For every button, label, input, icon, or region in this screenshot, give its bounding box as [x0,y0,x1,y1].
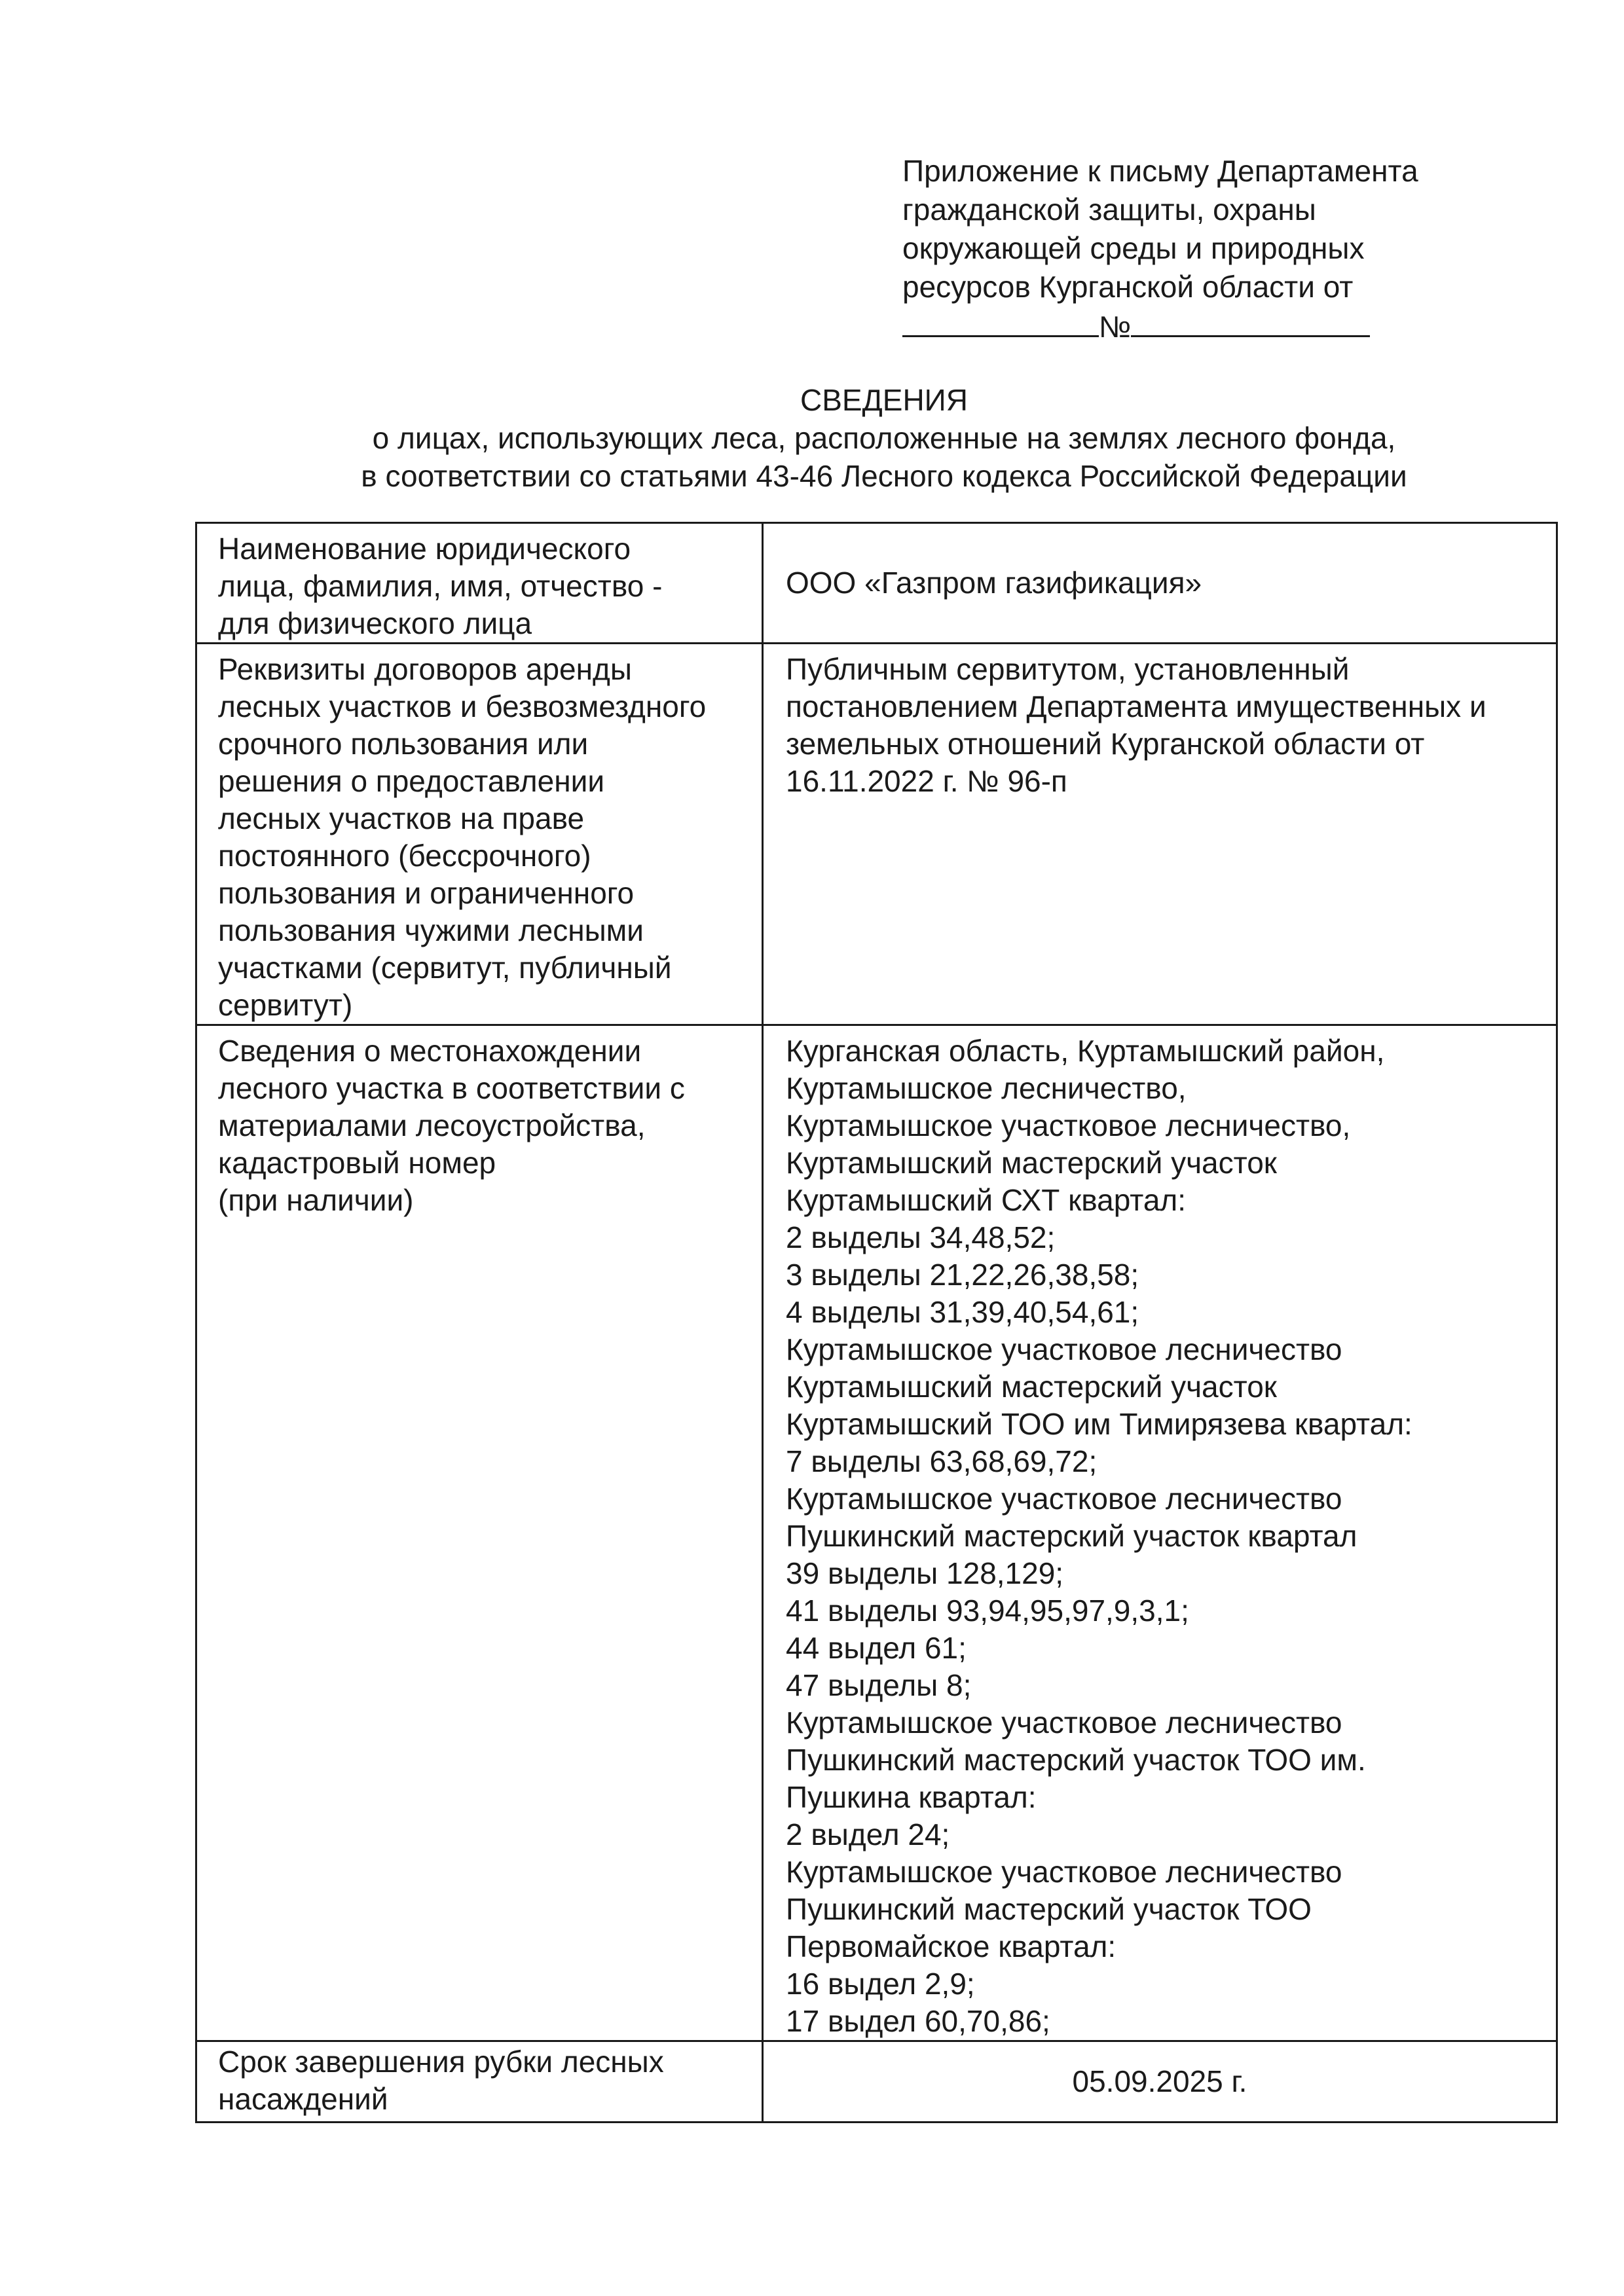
label-line: Наименование юридического [218,532,631,566]
value-line: 05.09.2025 г. [1072,2064,1247,2098]
title-subtitle-line: о лицах, использующих леса, расположенные на землях лесного фонда, [372,421,1396,455]
label-line: сервитут) [218,988,353,1022]
label-line: Срок завершения рубки лесных [218,2045,664,2079]
table-row [196,644,1557,1025]
value-line: Пушкинский мастерский участок квартал [786,1519,1357,1553]
appendix-line: окружающей среды и природных [902,231,1365,265]
value-line: Куртамышское лесничество, [786,1071,1187,1105]
date-blank [902,306,1099,337]
value-line: 41 выделы 93,94,95,97,9,3,1; [786,1594,1189,1628]
row-value [763,523,1557,644]
label-line: лица, фамилия, имя, отчество - [218,569,663,603]
value-line: Куртамышский мастерский участок [786,1370,1277,1404]
label-line: решения о предоставлении [218,764,605,798]
row-label [196,523,763,644]
value-line: Публичным сервитутом, установленный [786,652,1350,686]
row-label [196,2041,763,2123]
table-row [196,1025,1557,2041]
appendix-note [902,152,1492,346]
value-line: Курганская область, Куртамышский район, [786,1034,1385,1068]
table-row [196,2041,1557,2123]
value-line: 47 выделы 8; [786,1668,972,1702]
label-line: материалами лесоустройства, [218,1108,646,1142]
label-line: Реквизиты договоров аренды [218,652,632,686]
value-line: Куртамышское участковое лесничество [786,1855,1342,1889]
appendix-line: гражданской защиты, охраны [902,192,1316,227]
row-label [196,1025,763,2041]
value-line: земельных отношений Курганской области от [786,727,1425,761]
table-row [196,523,1557,644]
label-line: (при наличии) [218,1183,414,1217]
number-sign: № [1099,310,1132,344]
label-line: пользования и ограниченного [218,876,635,910]
title-heading: СВЕДЕНИЯ [800,383,968,417]
label-line: Сведения о местонахождении [218,1034,642,1068]
value-line: Куртамышский мастерский участок [786,1146,1277,1180]
label-line: пользования чужими лесными [218,913,644,947]
row-value [763,644,1557,1025]
label-line: кадастровый номер [218,1146,496,1180]
date-number-line [902,306,1492,346]
value-line: ООО «Газпром газификация» [786,566,1202,600]
document-title [131,381,1624,495]
value-line: Куртамышское участковое лесничество [786,1332,1342,1366]
value-line: 3 выделы 21,22,26,38,58; [786,1258,1139,1292]
value-line: 2 выдел 24; [786,1817,950,1851]
value-line: Куртамышский ТОО им Тимирязева квартал: [786,1407,1412,1441]
value-line: 2 выделы 34,48,52; [786,1220,1056,1254]
appendix-line: ресурсов Курганской области от [902,270,1354,304]
value-line: 16 выдел 2,9; [786,1967,975,2001]
number-blank [1131,306,1370,337]
label-line: лесных участков и безвозмездного [218,689,707,723]
label-line: насаждений [218,2082,388,2116]
value-line: Пушкинский мастерский участок ТОО им. [786,1743,1366,1777]
value-line: 44 выдел 61; [786,1631,967,1665]
row-value [763,1025,1557,2041]
value-line: Первомайское квартал: [786,1929,1116,1963]
value-line: Пушкина квартал: [786,1780,1037,1814]
value-line: Куртамышское участковое лесничество [786,1482,1342,1516]
value-line: 16.11.2022 г. № 96-п [786,764,1067,798]
info-table [195,522,1558,2123]
value-line: Куртамышский СХТ квартал: [786,1183,1187,1217]
value-line: постановлением Департамента имущественных и [786,689,1486,723]
value-line: Пушкинский мастерский участок ТОО [786,1892,1312,1926]
row-label [196,644,763,1025]
label-line: постоянного (бессрочного) [218,839,591,873]
label-line: для физического лица [218,606,532,640]
value-line: 39 выделы 128,129; [786,1556,1064,1590]
label-line: лесных участков на праве [218,801,585,835]
value-line: Куртамышское участковое лесничество, [786,1108,1351,1142]
value-line: Куртамышское участковое лесничество [786,1705,1342,1740]
value-line: 7 выделы 63,68,69,72; [786,1444,1098,1478]
label-line: лесного участка в соответствии с [218,1071,685,1105]
title-subtitle-line: в соответствии со статьями 43-46 Лесного кодекса Российской Федерации [361,459,1407,493]
appendix-line: Приложение к письму Департамента [902,154,1418,188]
label-line: участками (сервитут, публичный [218,951,672,985]
row-value [763,2041,1557,2123]
value-line: 4 выделы 31,39,40,54,61; [786,1295,1139,1329]
label-line: срочного пользования или [218,727,589,761]
value-line: 17 выдел 60,70,86; [786,2004,1050,2038]
